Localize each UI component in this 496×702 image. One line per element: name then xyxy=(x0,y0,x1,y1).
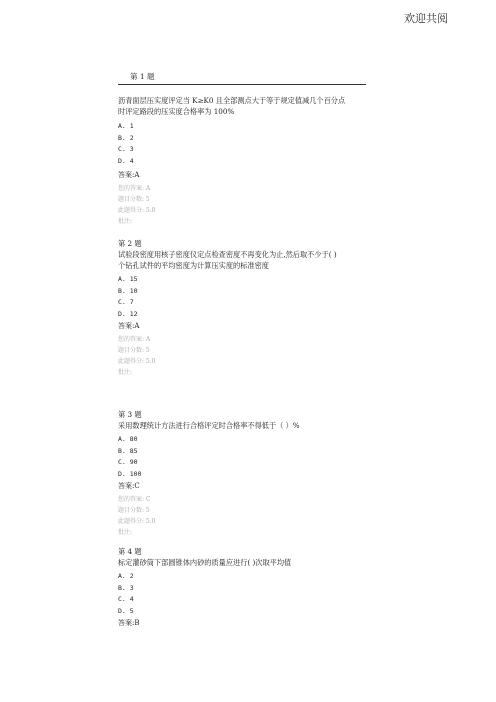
earned-score: 此题得分: 5.0 xyxy=(118,518,156,525)
comment: 批注: xyxy=(118,529,133,536)
answer: 答案:C xyxy=(118,482,140,490)
option-d: D. 4 xyxy=(118,156,134,165)
question-3 xyxy=(118,409,368,538)
comment: 批注: xyxy=(118,369,133,376)
question-score: 题目分数: 5 xyxy=(118,507,150,514)
option-d: D. 12 xyxy=(118,309,138,318)
option-b: B. 2 xyxy=(118,133,134,142)
answer: 答案:A xyxy=(118,322,140,330)
comment: 批注: xyxy=(118,218,133,225)
options-list xyxy=(118,434,368,480)
option-a: A. 2 xyxy=(118,572,134,580)
option-b: B. 10 xyxy=(118,286,138,295)
stem-line: 采用数理统计方法进行合格评定时合格率不得低于（ ）% xyxy=(118,421,300,430)
option-a: A. 1 xyxy=(118,122,134,130)
earned-score: 此题得分: 5.0 xyxy=(118,207,156,214)
question-score: 题目分数: 5 xyxy=(118,347,150,354)
option-c: C. 4 xyxy=(118,595,134,603)
stem-line: 个钻孔试件的平均密度为计算压实度的标准密度 xyxy=(118,261,269,270)
answer: 答案:B xyxy=(118,619,140,627)
answer: 答案:A xyxy=(118,171,140,179)
your-answer: 您的答案: C xyxy=(118,496,151,503)
stem-line: 沥青面层压实度评定当 K≥K0 且全部测点大于等于规定值减几个百分点 xyxy=(118,96,346,105)
score-info xyxy=(118,334,368,378)
your-answer: 您的答案: A xyxy=(118,185,151,192)
question-4 xyxy=(118,546,368,629)
question-title: 第 4 题 xyxy=(118,547,142,556)
stem-line: 试验段密度用核子密度仪定点检查密度不再变化为止,然后取不少于( ) xyxy=(118,250,337,259)
option-b: B. 85 xyxy=(118,446,138,455)
option-c: C. 3 xyxy=(118,145,134,153)
title-rule xyxy=(118,84,366,85)
stem-line: 标定灌砂筒下部圆锥体内砂的质量应进行( )次取平均值 xyxy=(118,558,292,567)
question-stem xyxy=(118,95,345,117)
question-title: 第 2 题 xyxy=(118,239,142,248)
option-c: C. 90 xyxy=(118,458,138,466)
score-info xyxy=(118,183,155,227)
options-list xyxy=(118,121,134,167)
question-score: 题目分数: 5 xyxy=(118,196,150,203)
option-c: C. 7 xyxy=(118,298,134,306)
page-header: 欢迎共阅 xyxy=(404,12,448,25)
option-b: B. 3 xyxy=(118,583,134,592)
question-2 xyxy=(118,238,368,378)
option-d: D. 100 xyxy=(118,469,142,478)
score-info xyxy=(118,494,368,538)
option-d: D. 5 xyxy=(118,606,134,615)
your-answer: 您的答案: A xyxy=(118,336,151,343)
option-a: A. 80 xyxy=(118,435,138,443)
stem-line: 时评定路段的压实度合格率为 100% xyxy=(118,107,235,116)
options-list xyxy=(118,274,368,320)
option-a: A. 15 xyxy=(118,275,138,283)
options-list xyxy=(118,571,368,617)
question-title: 第 1 题 xyxy=(130,72,155,81)
earned-score: 此题得分: 5.0 xyxy=(118,358,156,365)
question-title: 第 3 题 xyxy=(118,410,142,419)
